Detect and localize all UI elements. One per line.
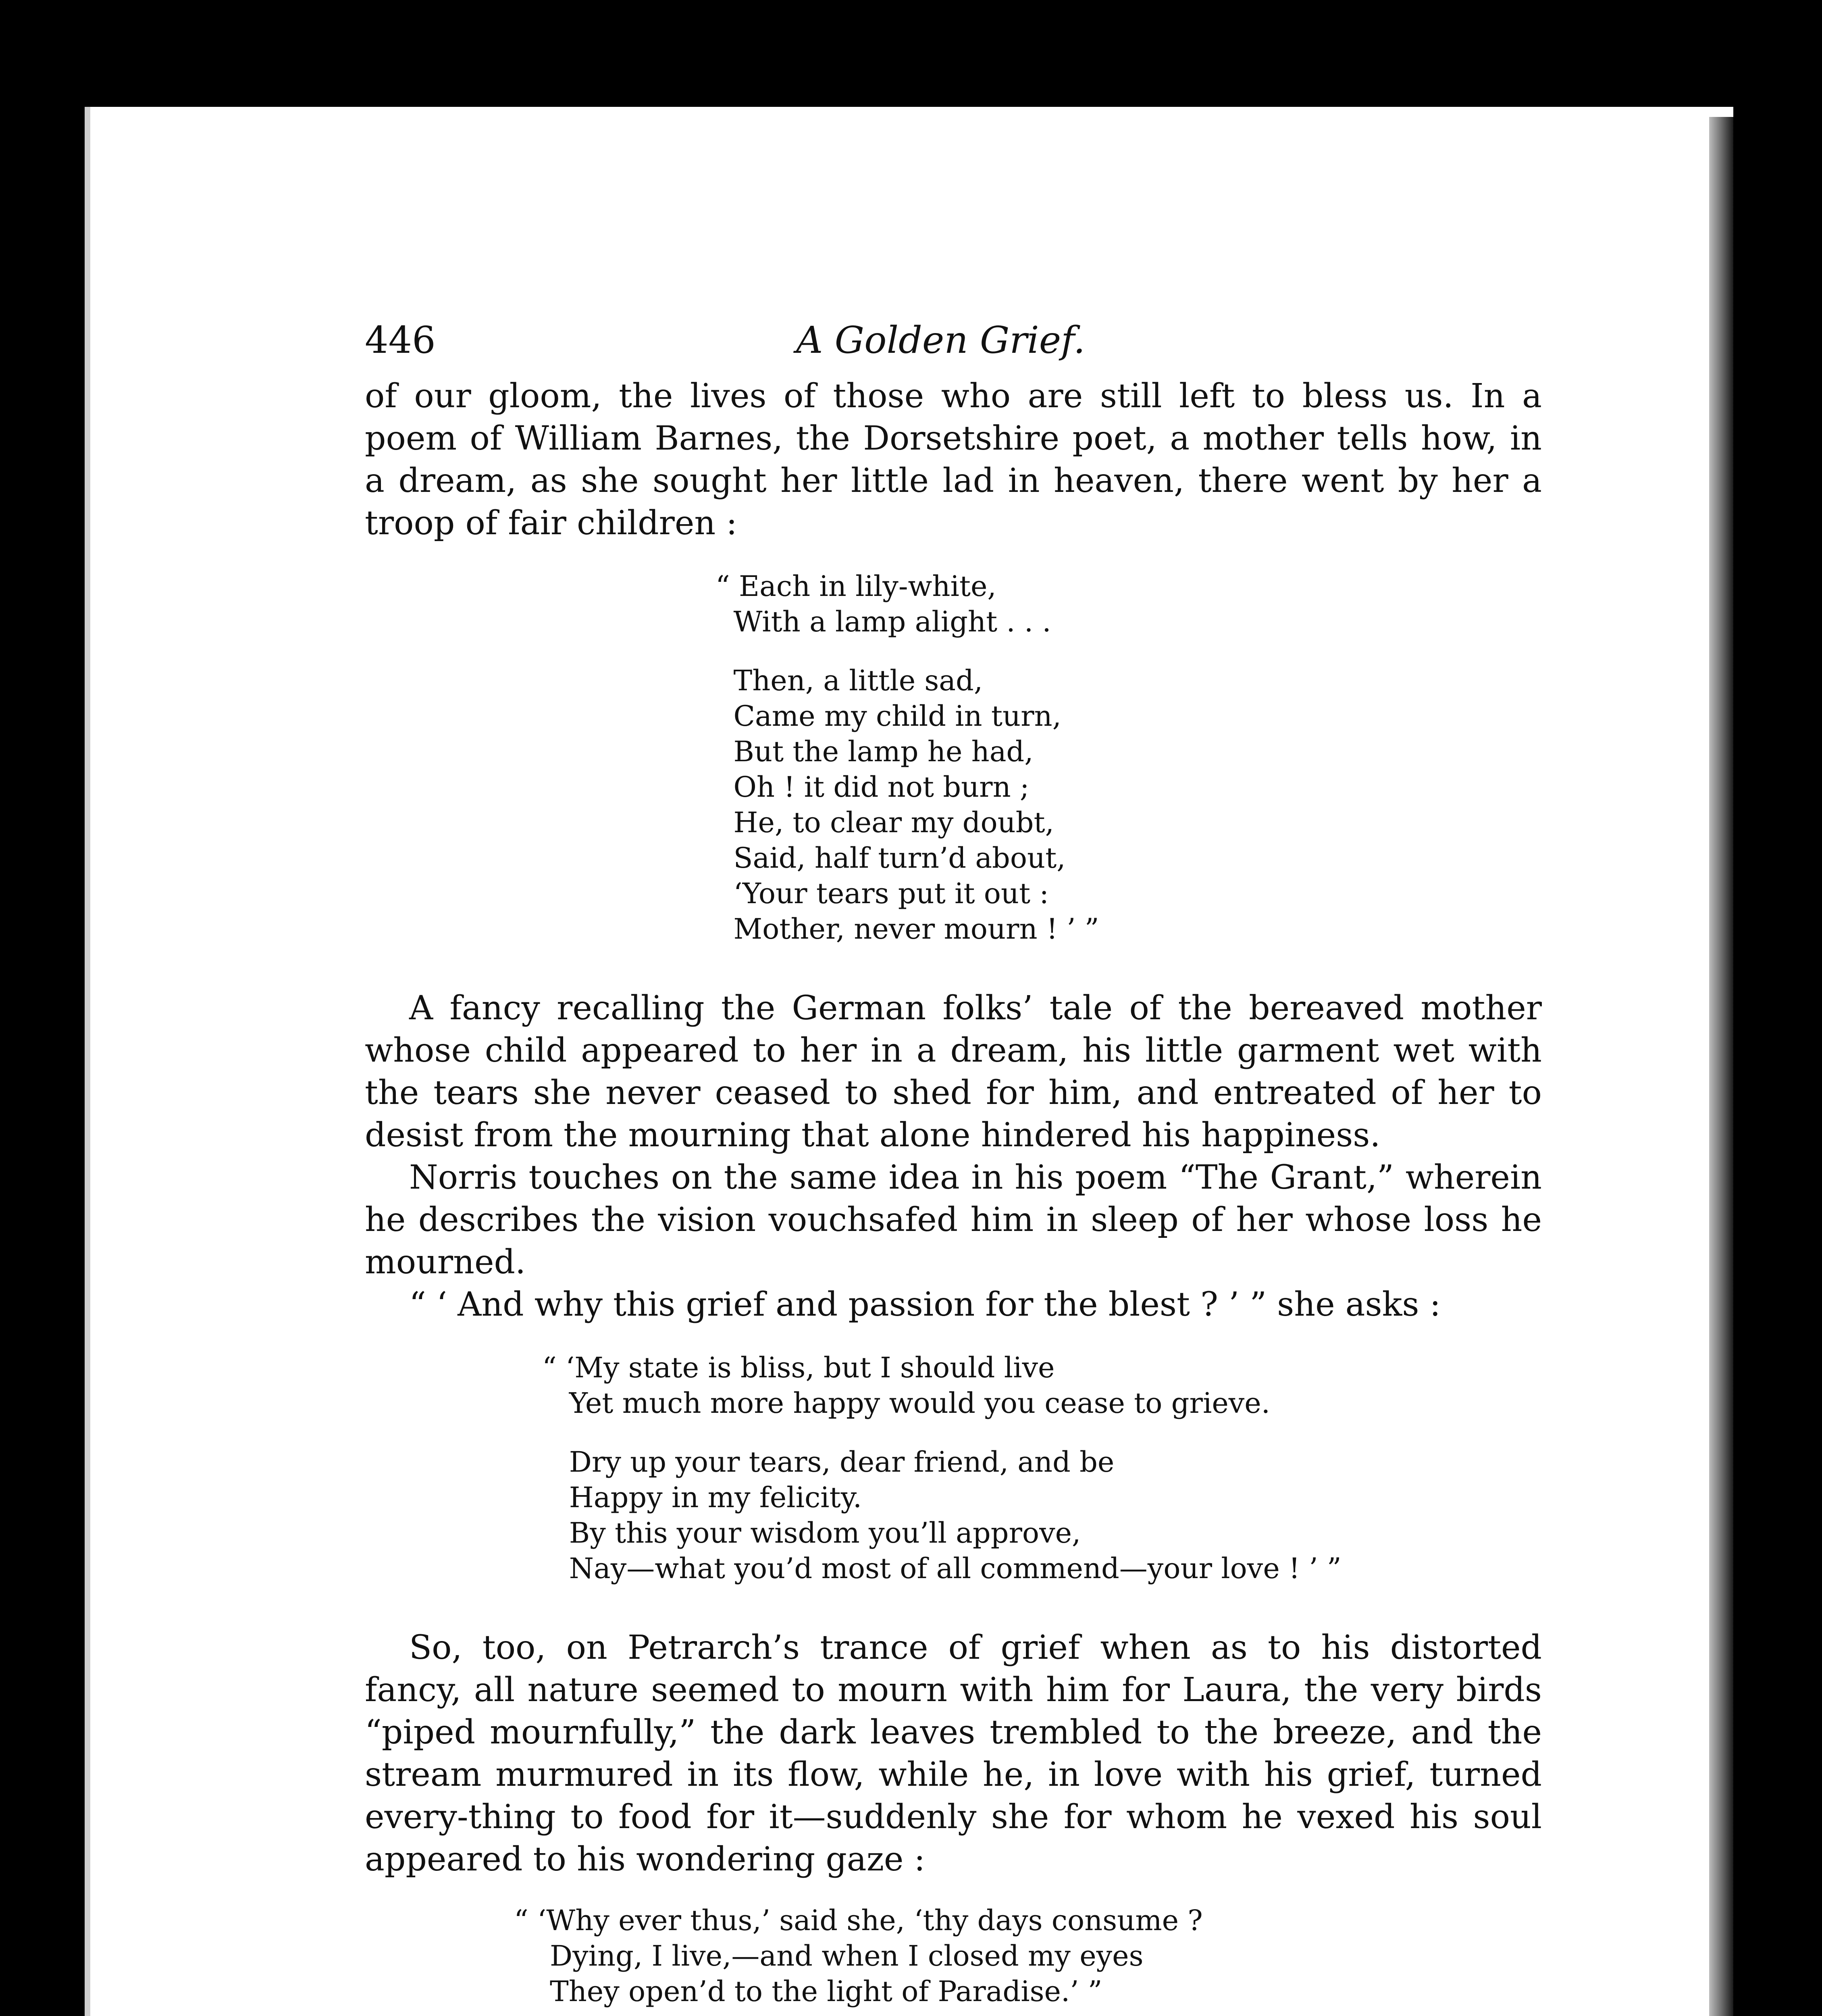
verse-line: They open’d to the light of Paradise.’ ”: [514, 1975, 1102, 2008]
running-head: [365, 319, 1542, 375]
verse-line: “ ‘Why ever thus,’ said she, ‘thy days consume ?: [514, 1904, 1203, 1937]
verse-stanza: [715, 569, 1542, 639]
verse-line: “ ‘My state is bliss, but I should live: [542, 1351, 1055, 1384]
paragraph-5: So, too, on Petrarch’s trance of grief when as to his distorted fancy, all nature seemed to mourn with him for Laura, the very birds “piped mournfully,” the dark leaves trembled to the breeze, and the stream murmured in its flow, while he, in love with his grief, turned every-thing to food for it—suddenly she for whom he vexed his soul appeared to his wondering gaze :: [365, 1629, 1542, 1879]
verse-line: ‘Your tears put it out :: [715, 877, 1049, 910]
verse-line: Happy in my felicity.: [542, 1481, 862, 1514]
verse-line: Yet much more happy would you cease to grieve.: [542, 1387, 1270, 1420]
verse-stanza: [715, 663, 1542, 947]
verse-line: Oh ! it did not burn ;: [715, 771, 1030, 804]
verse-line: Then, a little sad,: [715, 664, 983, 697]
verse-line: Came my child in turn,: [715, 700, 1061, 733]
verse-barnes: [365, 569, 1542, 947]
verse-line: Said, half turn’d about,: [715, 841, 1066, 875]
verse-line: Dry up your tears, dear friend, and be: [542, 1445, 1115, 1479]
verse-stanza: [514, 1903, 1542, 2009]
paragraph-2: A fancy recalling the German folks’ tale of the bereaved mother whose child appeared to her in a dream, his little garment wet with the tears she never ceased to shed for him, and entreated of her to desist from the mourning that alone hindered his happiness.: [365, 989, 1542, 1154]
verse-line: But the lamp he had,: [715, 735, 1034, 768]
verse-line: “ Each in lily-white,: [715, 570, 996, 603]
page-content: [365, 319, 1542, 2016]
verse-line: With a lamp alight . . .: [715, 605, 1051, 638]
verse-stanza: [542, 1444, 1542, 1586]
paragraph-3: Norris touches on the same idea in his poem “The Grant,” wherein he describes the vision vouchsafed him in sleep of her whose loss he mourned.: [365, 1158, 1542, 1281]
page-edge-shadow: [1709, 117, 1733, 2016]
page-number: 446: [365, 319, 436, 362]
verse-stanza: [542, 1350, 1542, 1421]
verse-line: By this your wisdom you’ll approve,: [542, 1516, 1081, 1549]
verse-norris: [365, 1350, 1542, 1586]
verse-line: Mother, never mourn ! ’ ”: [715, 912, 1099, 946]
running-title: A Golden Grief.: [796, 319, 1086, 362]
verse-petrarch: [365, 1903, 1542, 2009]
verse-line: Nay—what you’d most of all commend—your love ! ’ ”: [542, 1552, 1342, 1585]
verse-line: Dying, I live,—and when I closed my eyes: [514, 1939, 1144, 1972]
verse-line: He, to clear my doubt,: [715, 806, 1054, 839]
paragraph-4: “ ‘ And why this grief and passion for the blest ? ’ ” she asks :: [409, 1285, 1441, 1324]
paragraph-1: of our gloom, the lives of those who are still left to bless us. In a poem of William Barnes, the Dorsetshire poet, a mother tells how, in a dream, as she sought her little lad in heaven, there went by her a troop of fair children :: [365, 377, 1542, 542]
